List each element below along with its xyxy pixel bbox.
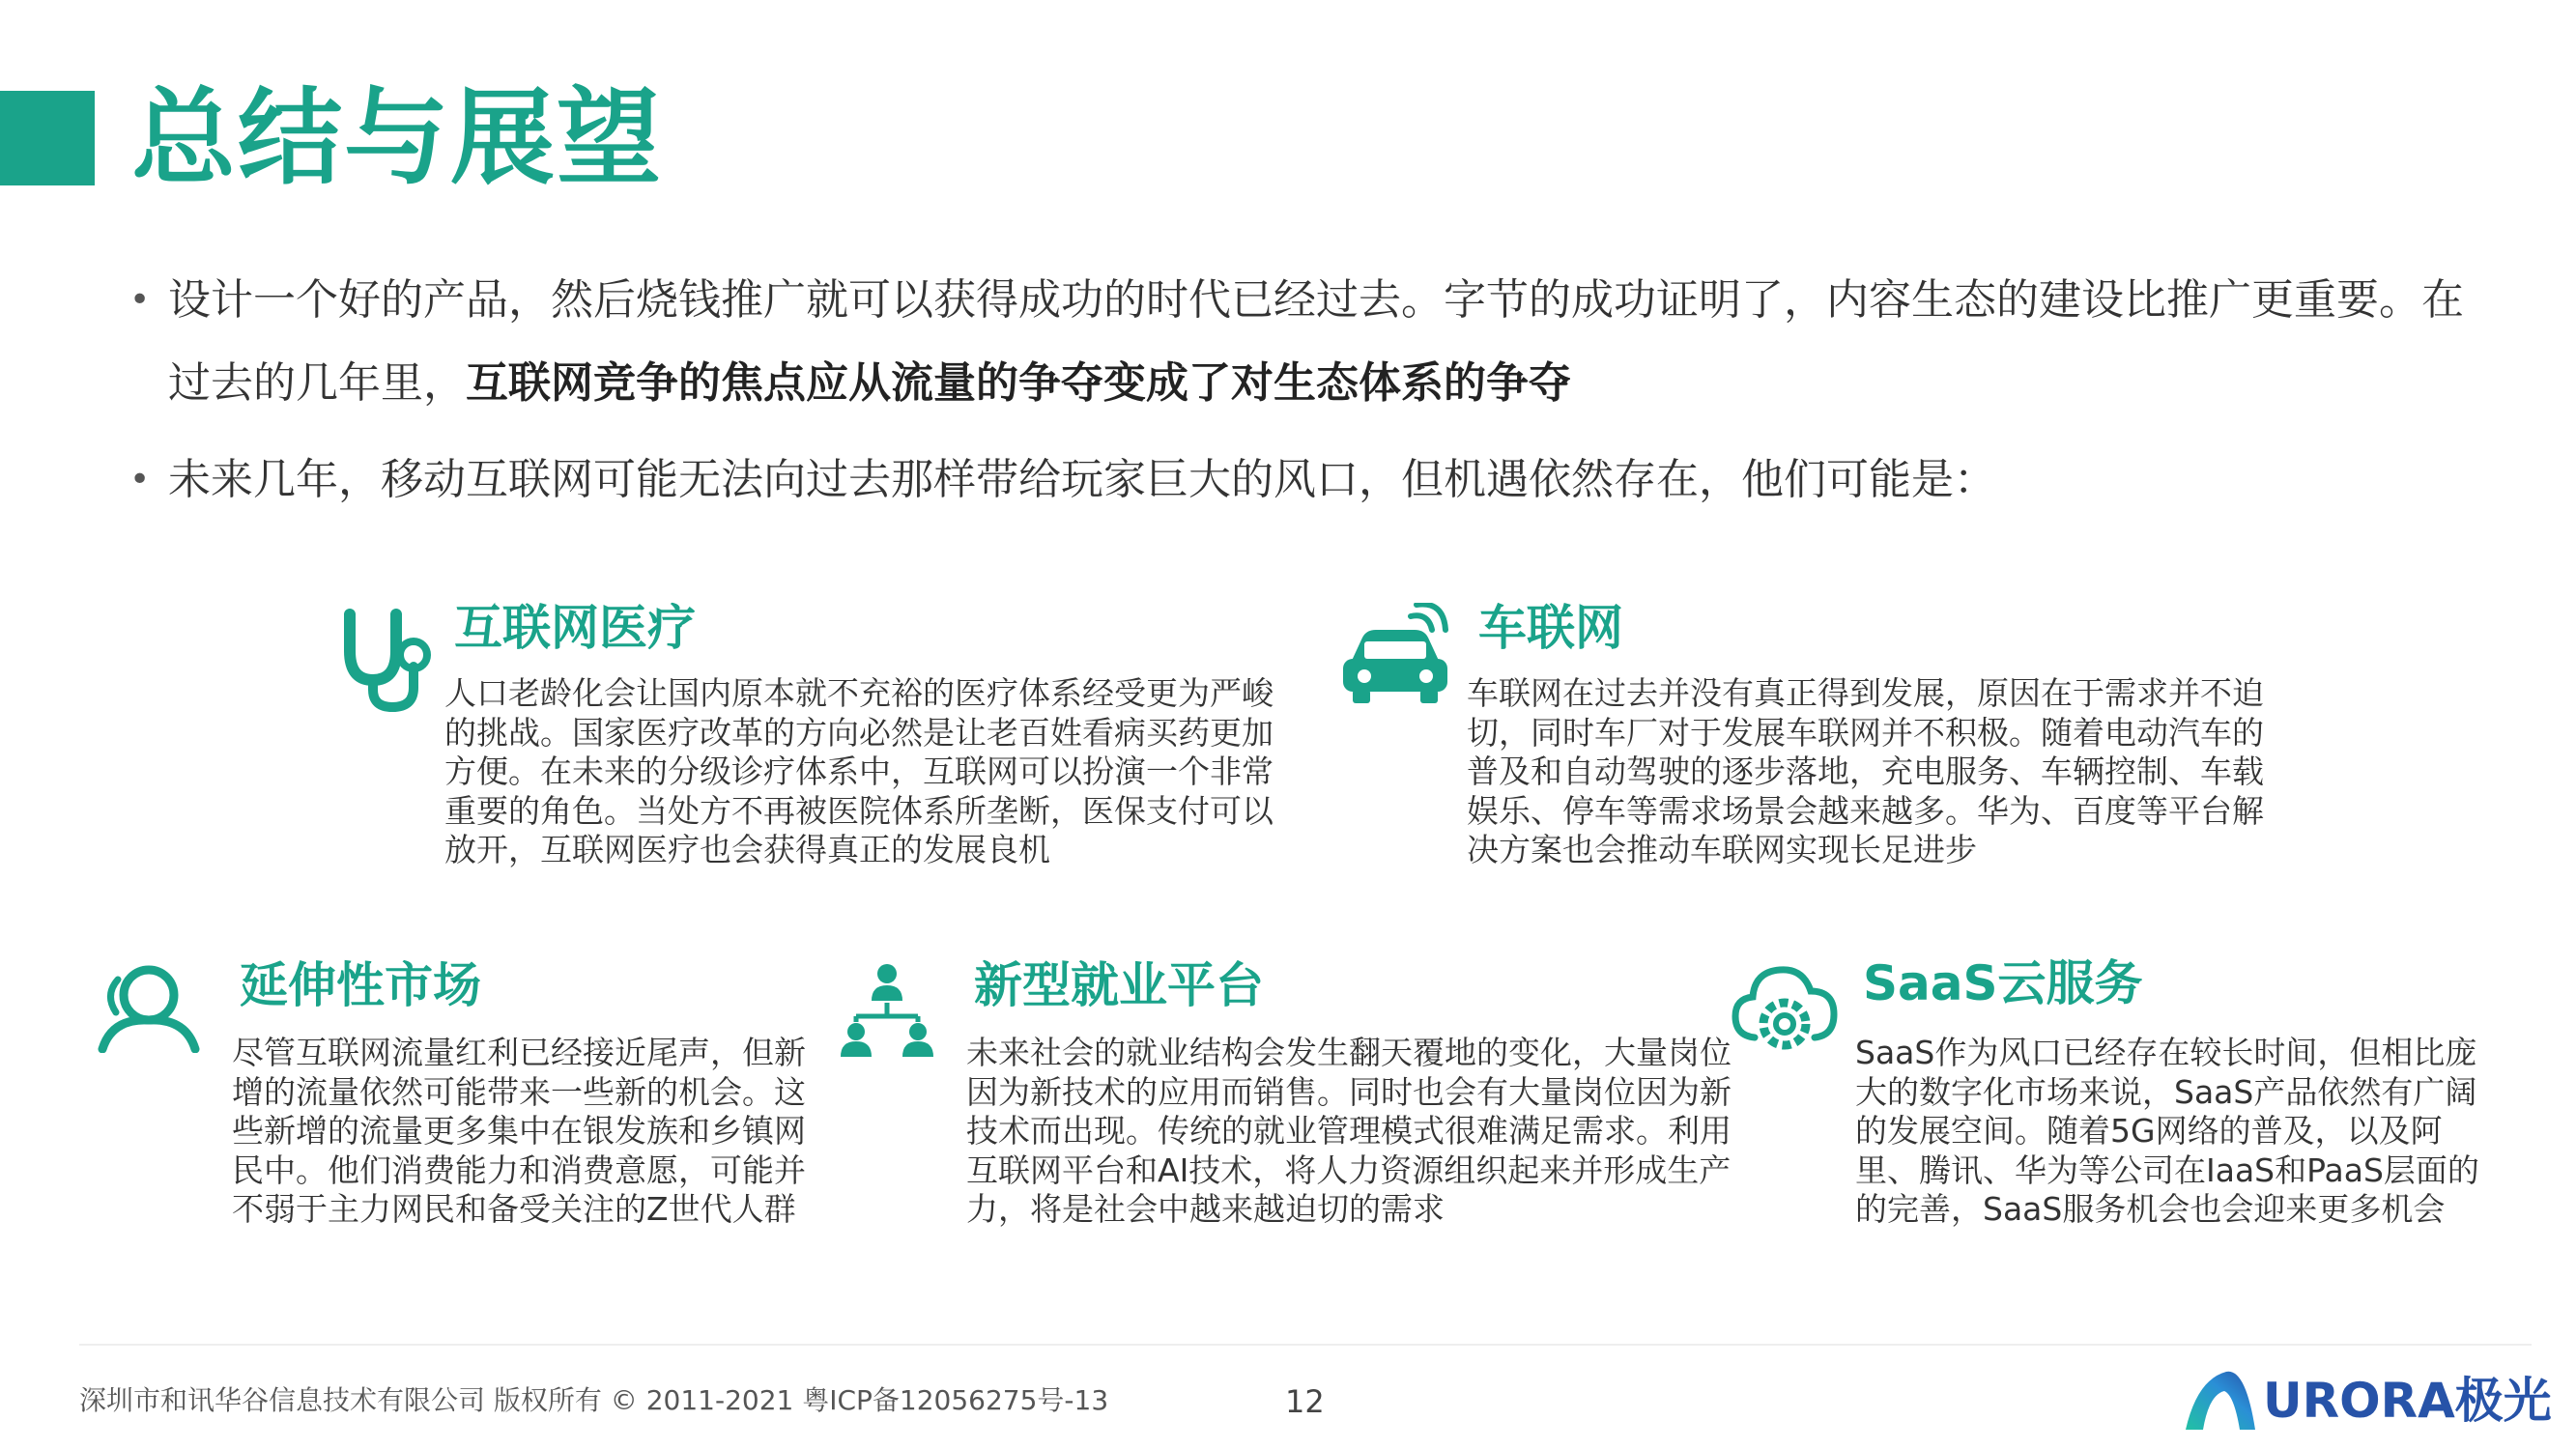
page-title: 总结与展望: [131, 78, 664, 199]
footer-divider: [79, 1344, 2532, 1346]
connected-car-icon: [1335, 603, 1455, 709]
user-outline-icon: [95, 960, 203, 1053]
bullet-dot: •: [129, 280, 151, 320]
title-accent-bar: [0, 91, 95, 185]
bullet-dot: •: [129, 460, 151, 499]
bullet-item: [126, 259, 2483, 425]
footer-copyright: 深圳市和讯华谷信息技术有限公司 版权所有 © 2011-2021 粤ICP备12056275号-13: [79, 1384, 1109, 1416]
page-number: 12: [1285, 1383, 1325, 1420]
card-employment-text: 未来社会的就业结构会发生翻天覆地的变化，大量岗位因为新技术的应用而销售。同时也会有大量岗位因为新技术而出现。传统的就业管理模式很难满足需求。利用互联网平台和AI技术，将人力资源组织起来并形成生产力，将是社会中越来越迫切的需求: [966, 1034, 1732, 1228]
cloud-gear-icon: [1730, 954, 1840, 1059]
stethoscope-icon: [332, 607, 435, 715]
card-market-title: 延伸性市场: [240, 957, 481, 1013]
card-market-text: 尽管互联网流量红利已经接近尾声，但新增的流量依然可能带来一些新的机会。这些新增的流量更多集中在银发族和乡镇网民中。他们消费能力和消费意愿，可能并不弱于主力网民和备受关注的Z世代人群: [232, 1034, 806, 1228]
logo-text: URORA极光: [2263, 1373, 2552, 1429]
card-medical-title: 互联网医疗: [454, 600, 696, 656]
aurora-logo: [2184, 1368, 2552, 1434]
bullet-text: 未来几年，移动互联网可能无法向过去那样带给玩家巨大的风口，但机遇依然存在，他们可能是：: [168, 455, 1996, 504]
card-saas-title: SaaS云服务: [1863, 955, 2143, 1011]
card-saas-text: SaaS作为风口已经存在较长时间，但相比庞大的数字化市场来说，SaaS产品依然有广阔的发展空间。随着5G网络的普及，以及阿里、腾讯、华为等公司在IaaS和PaaS层面的的完善，SaaS服务机会也会迎来更多机会: [1855, 1034, 2479, 1228]
summary-bullets: [126, 259, 2483, 535]
card-employment-title: 新型就业平台: [974, 957, 1264, 1013]
card-medical-text: 人口老龄化会让国内原本就不充裕的医疗体系经受更为严峻的挑战。国家医疗改革的方向必然是让老百姓看病买药更加方便。在未来的分级诊疗体系中，互联网可以扮演一个非常重要的角色。当处方不再被医院体系所垄断，医保支付可以放开，互联网医疗也会获得真正的发展良机: [444, 674, 1274, 868]
card-car-text: 车联网在过去并没有真正得到发展，原因在于需求并不迫切，同时车厂对于发展车联网并不积极。随着电动汽车的普及和自动驾驶的逐步落地，充电服务、车辆控制、车载娱乐、停车等需求场景会越来越多。华为、百度等平台解决方案也会推动车联网实现长足进步: [1467, 674, 2264, 868]
bullet-item: [126, 439, 2483, 522]
card-car-title: 车联网: [1478, 600, 1623, 656]
bullet-bold-text: 互联网竞争的焦点应从流量的争夺变成了对生态体系的争夺: [466, 358, 1571, 408]
bullet-text: 设计一个好的产品，然后烧钱推广就可以获得成功的时代已经过去。字节的成功证明了，内容生态的建设比推广更重要。在过去的几年里，: [168, 275, 2464, 408]
org-chart-icon: [837, 962, 937, 1059]
aurora-logo-icon: [2184, 1370, 2257, 1432]
